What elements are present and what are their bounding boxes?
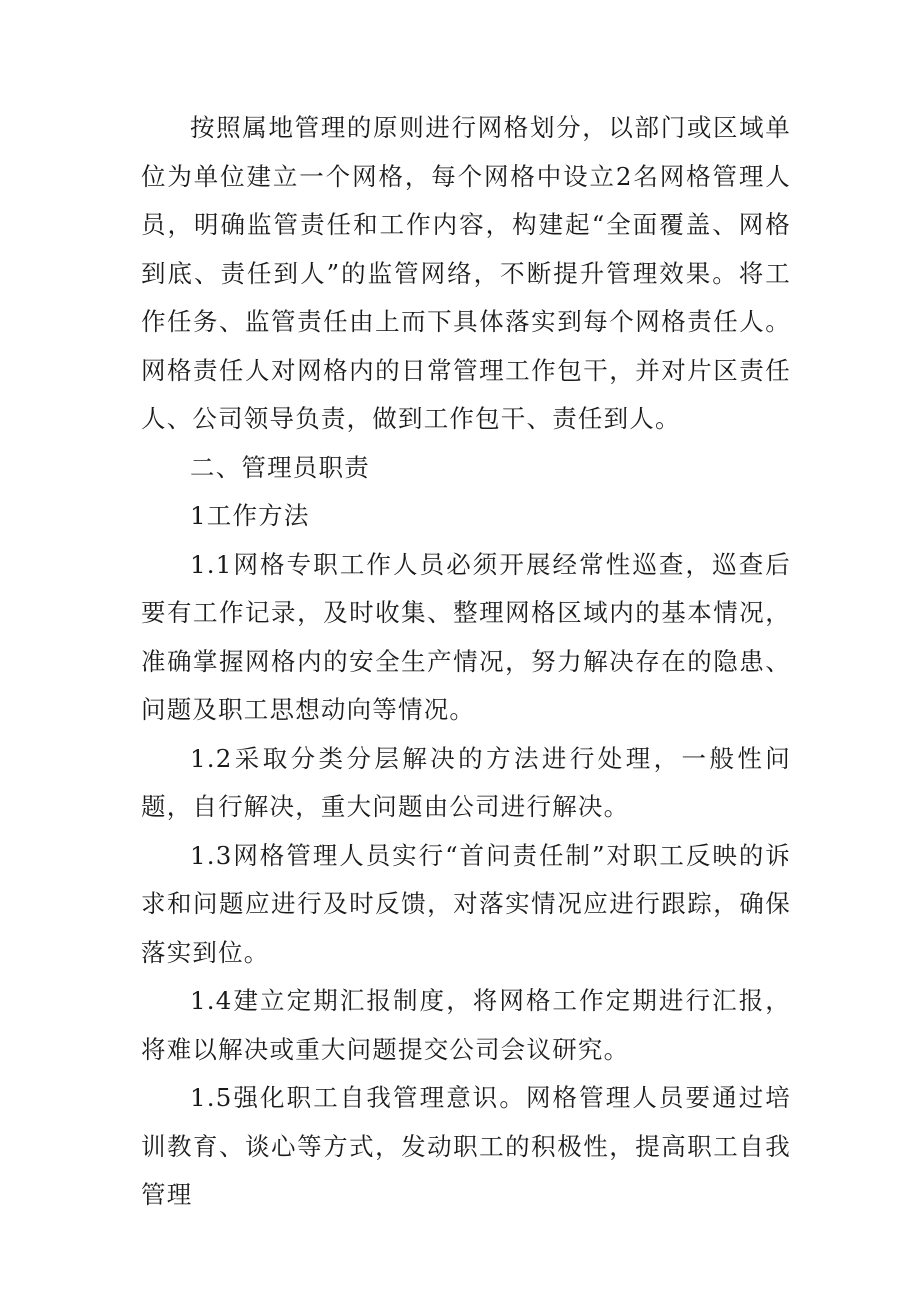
subsection-heading-methods: 1工作方法 [190, 501, 310, 530]
paragraph-1-3: 1.3网格管理人员实行“首问责任制”对职工反映的诉求和问题应进行及时反馈，对落实情况应进行跟踪，确保落实到位。 [141, 840, 791, 967]
paragraph-1-2: 1.2采取分类分层解决的方法进行处理，一般性问题，自行解决，重大问题由公司进行解决。 [141, 743, 791, 821]
section-heading-duties: 二、管理员职责 [190, 452, 370, 482]
paragraph-1-5: 1.5强化职工自我管理意识。网格管理人员要通过培训教育、谈心等方式，发动职工的积极性，提高职工自我管理 [141, 1083, 791, 1209]
paragraph-1-4: 1.4建立定期汇报制度，将网格工作定期进行汇报，将难以解决或重大问题提交公司会议研究。 [141, 986, 791, 1064]
paragraph-grid-division: 按照属地管理的原则进行网格划分，以部门或区域单位为单位建立一个网格，每个网格中设立2名网格管理人员，明确监管责任和工作内容，构建起“全面覆盖、网格到底、责任到人”的监管网络，不断提升管理效果。将工作任务、监管责任由上而下具体落实到每个网格责任人。网格责任人对网格内的日常管理工作包干，并对片区责任人、公司领导负责，做到工作包干、责任到人。 [141, 113, 791, 433]
document-body [141, 104, 791, 1220]
paragraph-1-1: 1.1网格专职工作人员必须开展经常性巡查，巡查后要有工作记录，及时收集、整理网格区域内的基本情况，准确掌握网格内的安全生产情况，努力解决存在的隐患、问题及职工思想动向等情况。 [141, 549, 791, 724]
